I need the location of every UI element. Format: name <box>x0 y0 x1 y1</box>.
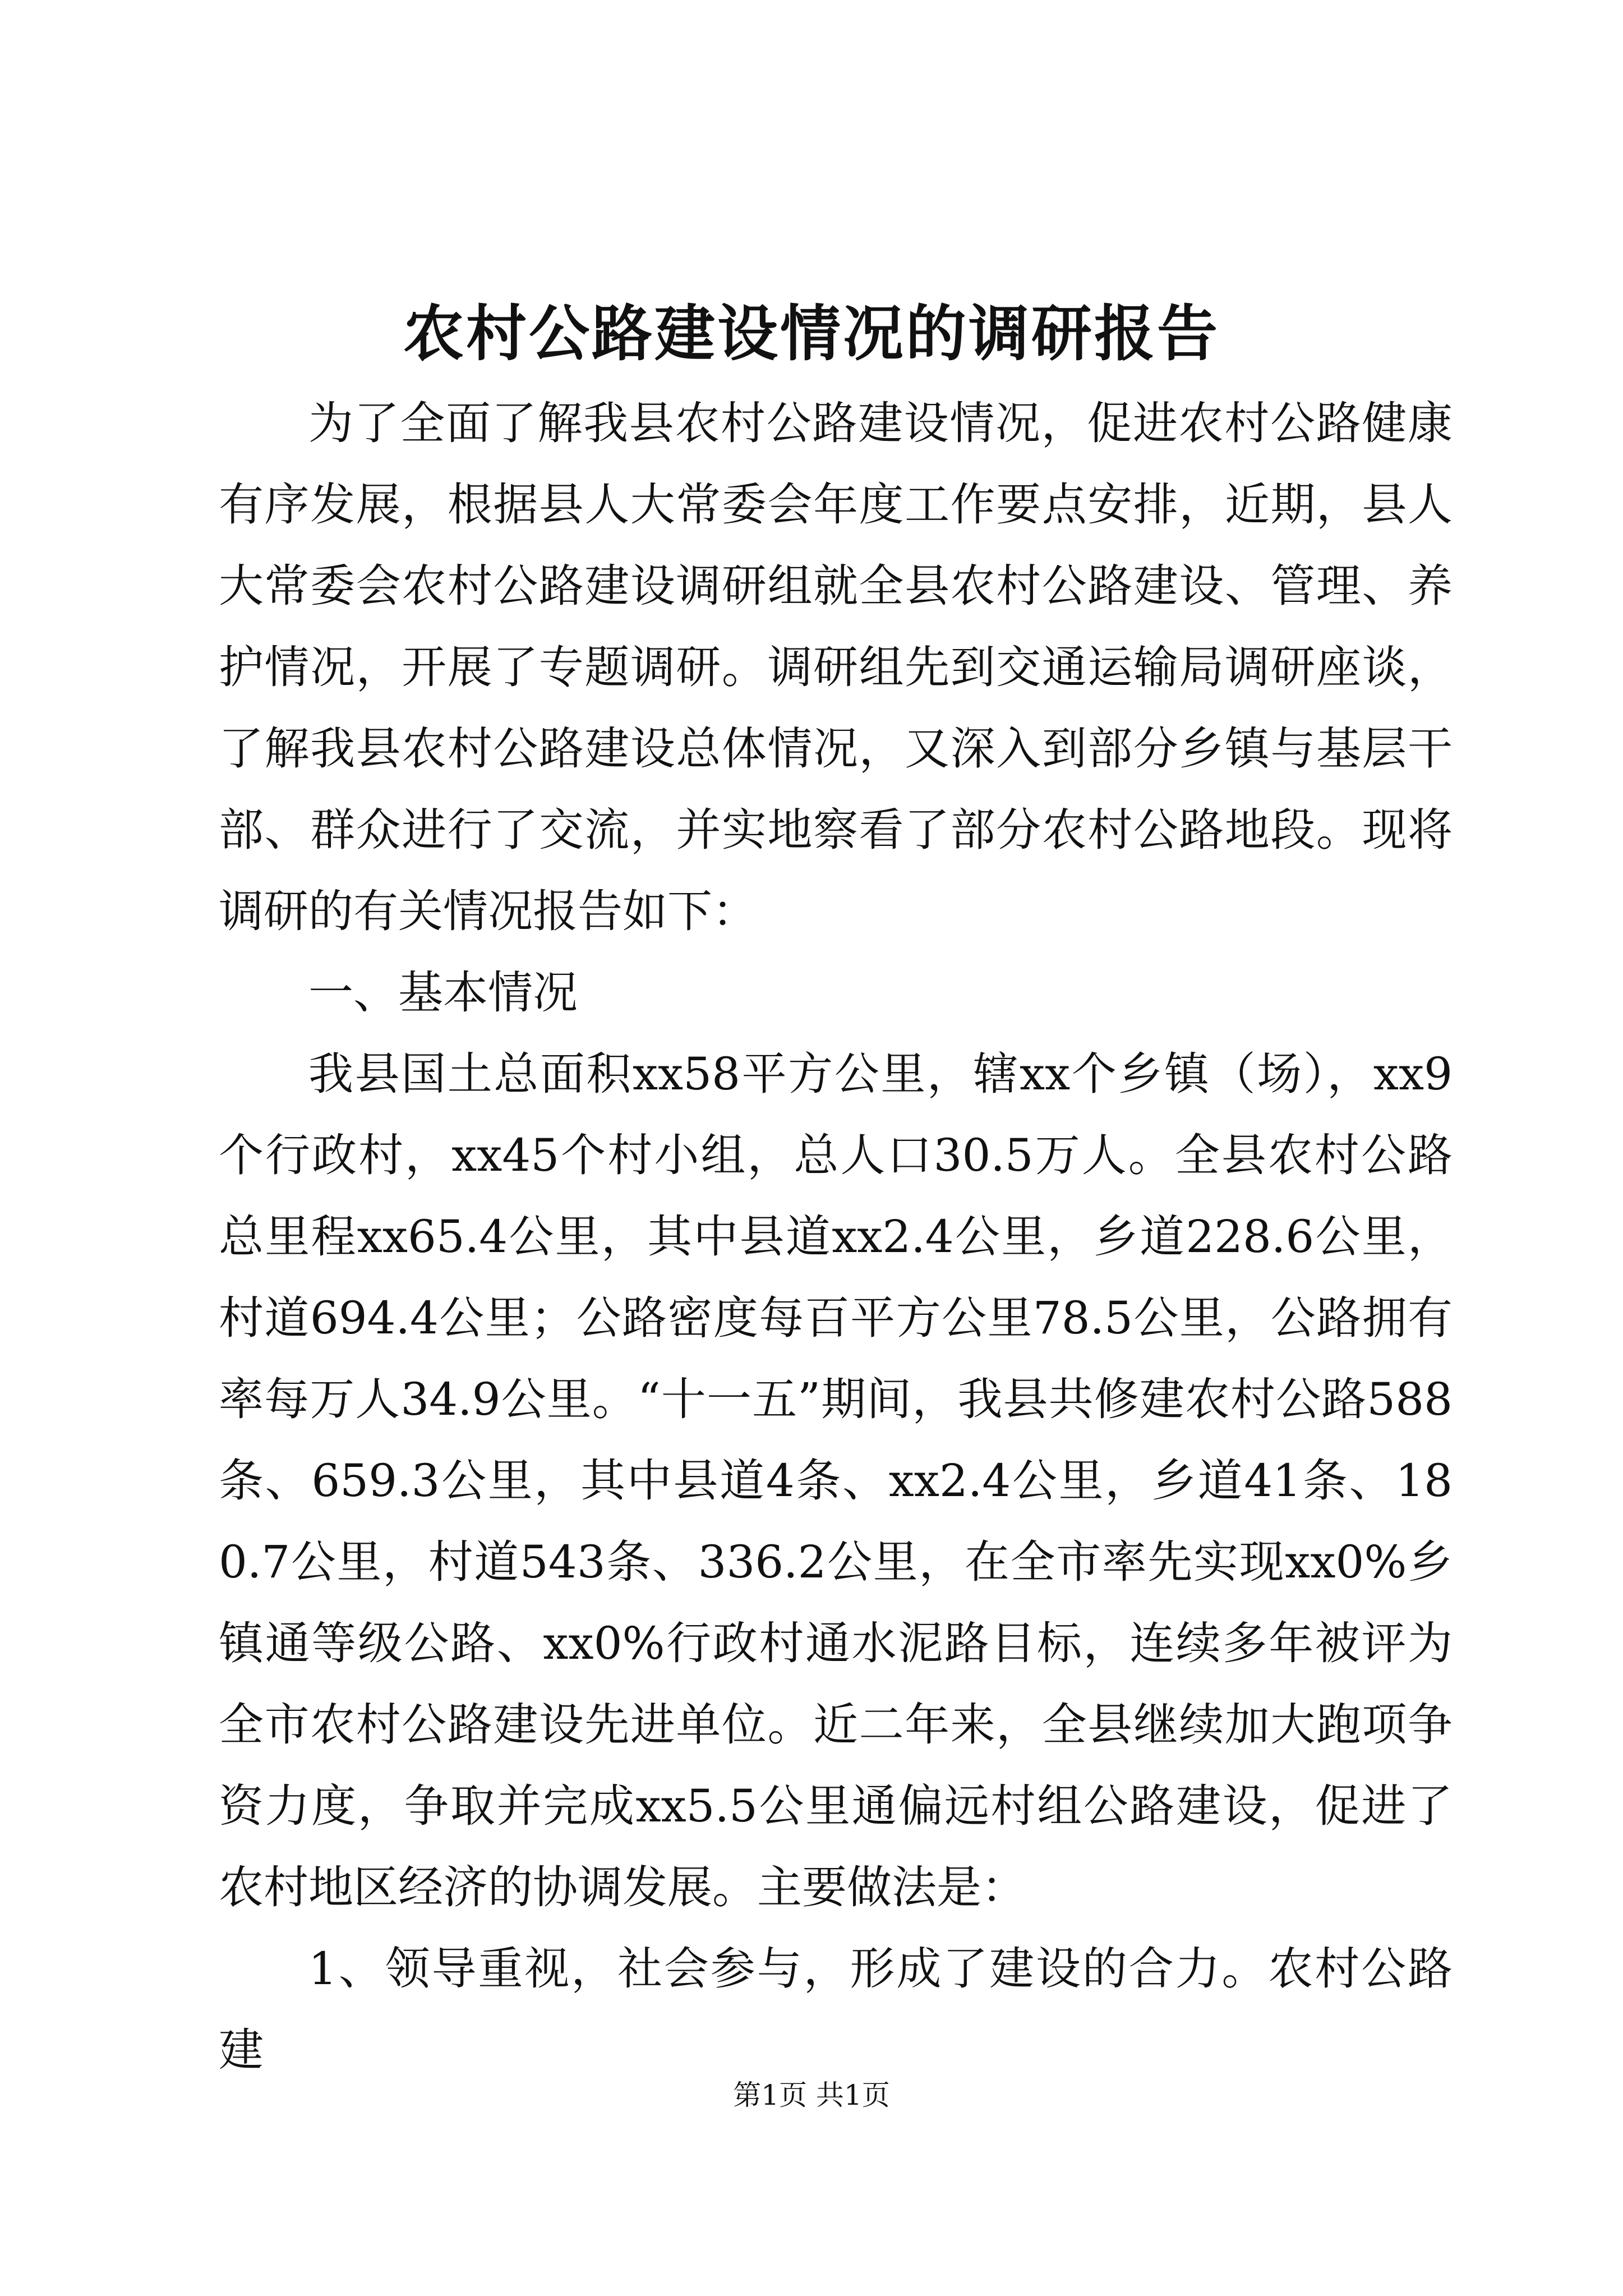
paragraph-item-1: 1、领导重视，社会参与，形成了建设的合力。农村公路建 <box>219 1943 1453 2076</box>
paragraph-intro: 为了全面了解我县农村公路建设情况，促进农村公路健康有序发展，根据县人大常委会年度工作要点安排，近期，县人大常委会农村公路建设调研组就全县农村公路建设、管理、养护情况，开展了专题调研。调研组先到交通运输局调研座谈，了解我县农村公路建设总体情况，又深入到部分乡镇与基层干部、群众进行了交流，并实地察看了部分农村公路地段。现将调研的有关情况报告如下： <box>219 397 1453 937</box>
section-heading-basic: 一、基本情况 <box>308 967 578 1019</box>
paragraph-basic-situation: 我县国土总面积xx58平方公里，辖xx个乡镇（场），xx9个行政村，xx45个村小组，总人口30.5万人。全县农村公路总里程xx65.4公里，其中县道xx2.4公里，乡道228.6公里，村道694.4公里；公路密度每百平方公里78.5公里，公路拥有率每万人34.9公里。“十一五”期间，我县共修建农村公路588条、659.3公里，其中县道4条、xx2.4公里，乡道41条、180.7公里，村道543条、336.2公里，在全市率先实现xx0%乡镇通等级公路、xx0%行政村通水泥路目标，连续多年被评为全市农村公路建设先进单位。近二年来，全县继续加大跑项争资力度，争取并完成xx5.5公里通偏远村组公路建设，促进了农村地区经济的协调发展。主要做法是： <box>219 1048 1453 1913</box>
page-footer: 第1页 共1页 <box>733 2079 890 2111</box>
document-title: 农村公路建设情况的调研报告 <box>403 298 1220 369</box>
document-body <box>219 383 1453 2091</box>
